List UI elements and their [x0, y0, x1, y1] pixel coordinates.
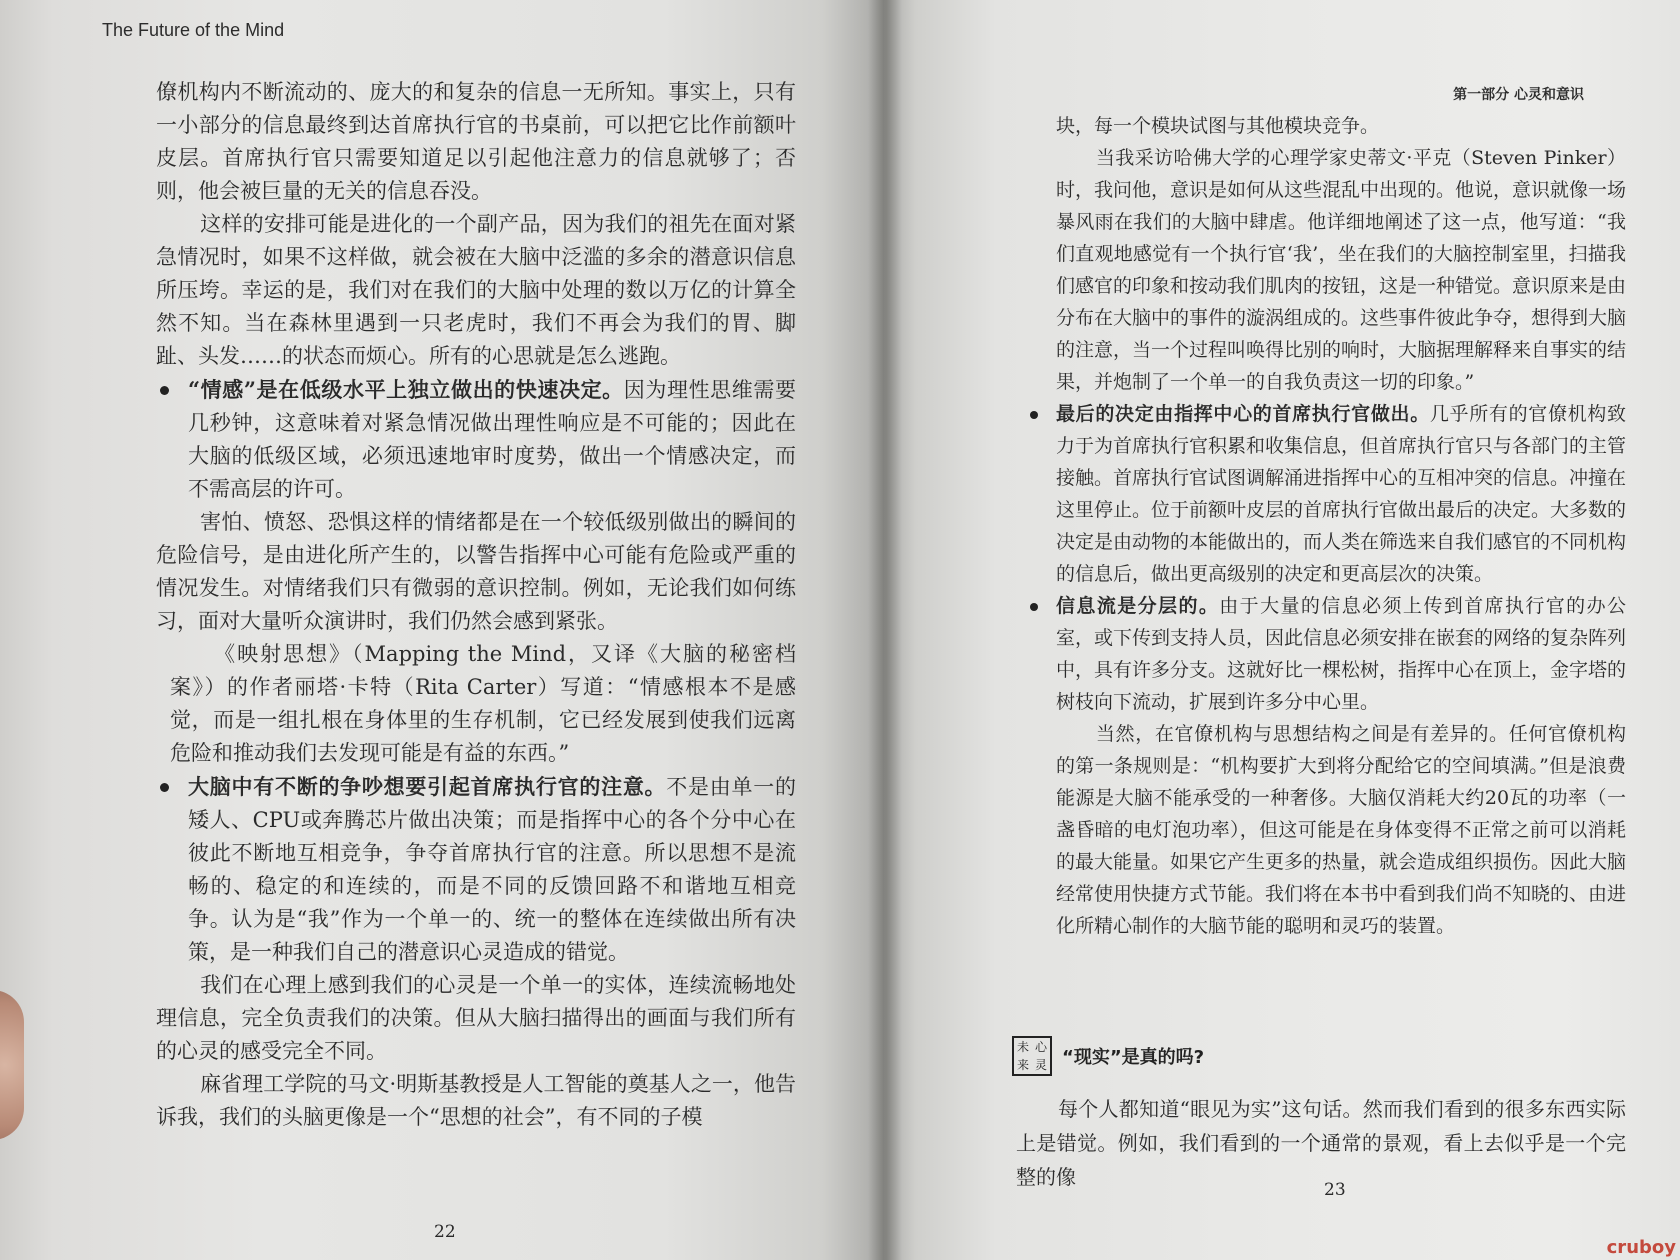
bullet-icon: [1030, 411, 1038, 419]
bullet-icon: [160, 386, 169, 395]
section-body: [1016, 1092, 1626, 1194]
book-gutter: [868, 0, 902, 1260]
paragraph: 当我采访哈佛大学的心理学家史蒂文·平克（Steven Pinker）时，我问他，意识是如何从这些混乱中出现的。他说，意识就像一场暴风雨在我们的大脑中肆虐。他详细地阐述了这一点，他写道：“我们直观地感觉有一个执行官‘我’，坐在我们的大脑控制室里，扫描我们感官的印象和按动我们肌肉的按钮，这是一种错觉。意识原来是由分布在大脑中的事件的漩涡组成的。这些事件彼此争夺，想得到大脑的注意，当一个过程叫唤得比别的响时，大脑据理解释来自事实的结果，并炮制了一个单一的自我负责这一切的印象。”: [1056, 147, 1627, 393]
section-title: “现实”是真的吗?: [1062, 1047, 1205, 1068]
thumb: [0, 990, 24, 1140]
right-body: [1056, 110, 1626, 942]
seal-char: 心: [1034, 1040, 1047, 1054]
running-head-right: 第一部分 心灵和意识: [1453, 87, 1584, 103]
seal-char: 未: [1016, 1040, 1029, 1054]
running-head-left: The Future of the Mind: [102, 20, 285, 40]
bullet-item: [1046, 590, 1626, 718]
paragraph: 这样的安排可能是进化的一个副产品，因为我们的祖先在面对紧急情况时，如果不这样做，就会被在大脑中泛滥的多余的潜意识信息所压垮。幸运的是，我们对在我们的大脑中处理的数以万亿的计算全然不知。当在森林里遇到一只老虎时，我们不再会为我们的胃、脚趾、头发……的状态而烦心。所有的心思就是怎么逃跑。: [156, 212, 796, 368]
quote-paragraph: 《映射思想》（Mapping the Mind，又译《大脑的秘密档案》）的作者丽塔·卡特（Rita Carter）写道：“情感根本不是感觉，而是一组扎根在身体里的生存机制，它已经发展到使我们远离危险和推动我们去发现可能是有益的东西。”: [170, 642, 796, 765]
paragraph: 块，每一个模块试图与其他模块竞争。: [1056, 115, 1380, 137]
bullet-icon: [160, 783, 169, 792]
bullet-lead: “情感”是在低级水平上独立做出的快速决定。: [188, 377, 624, 402]
paragraph: 当然，在官僚机构与思想结构之间是有差异的。任何官僚机构的第一条规则是：“机构要扩大到将分配给它的空间填满。”但是浪费能源是大脑不能承受的一种奢侈。大脑仅消耗大约20瓦的功率（一盏昏暗的电灯泡功率），但这可能是在身体变得不正常之前可以消耗的最大能量。如果它产生更多的热量，就会造成组织损伤。因此大脑经常使用快捷方式节能。我们将在本书中看到我们尚不知晓的、由进化所精心制作的大脑节能的聪明和灵巧的装置。: [1056, 723, 1627, 937]
bullet-icon: [1030, 603, 1038, 611]
bullet-text: 因为理性思维需要几秒钟，这意味着对紧急情况做出理性响应是不可能的；因此在大脑的低级区域，必须迅速地审时度势，做出一个情感决定，而不需高层的许可。: [188, 378, 796, 501]
paragraph: 我们在心理上感到我们的心灵是一个单一的实体，连续流畅地处理信息，完全负责我们的决策。但从大脑扫描得出的画面与我们所有的心灵的感受完全不同。: [156, 973, 796, 1063]
seal-char: 来: [1016, 1058, 1029, 1072]
bullet-lead: 最后的决定由指挥中心的首席执行官做出。: [1056, 403, 1430, 425]
bullet-lead: 信息流是分层的。: [1056, 595, 1220, 617]
seal-char: 灵: [1034, 1058, 1047, 1072]
bullet-lead: 大脑中有不断的争吵想要引起首席执行官的注意。: [188, 774, 667, 799]
page-number-right: 23: [1324, 1180, 1346, 1200]
page-number-left: 22: [434, 1222, 456, 1242]
paragraph: 害怕、愤怒、恐惧这样的情绪都是在一个较低级别做出的瞬间的危险信号，是由进化所产生的，以警告指挥中心可能有危险或严重的情况发生。对情绪我们只有微弱的意识控制。例如，无论我们如何练习，面对大量听众演讲时，我们仍然会感到紧张。: [156, 510, 796, 633]
bullet-item: [1046, 398, 1626, 590]
seal-logo: [1012, 1036, 1052, 1076]
section-heading: [1012, 1036, 1204, 1076]
bullet-text: 由于大量的信息必须上传到首席执行官的办公室，或下传到支持人员，因此信息必须安排在嵌套的网络的复杂阵列中，具有许多分支。这就好比一棵松树，指挥中心在顶上，金字塔的树枝向下流动，扩展到许多分中心里。: [1056, 595, 1627, 713]
bullet-text: 几乎所有的官僚机构致力于为首席执行官积累和收集信息，但首席执行官只与各部门的主管接触。首席执行官试图调解涌进指挥中心的互相冲突的信息。冲撞在这里停止。位于前额叶皮层的首席执行官做出最后的决定。大多数的决定是由动物的本能做出的，而人类在筛选来自我们感官的不同机构的信息后，做出更高级别的决定和更高层次的决策。: [1056, 403, 1627, 585]
paragraph: 僚机构内不断流动的、庞大的和复杂的信息一无所知。事实上，只有一小部分的信息最终到达首席执行官的书桌前，可以把它比作前额叶皮层。首席执行官只需要知道足以引起他注意力的信息就够了；否则，他会被巨量的无关的信息吞没。: [156, 80, 796, 203]
paragraph: 每个人都知道“眼见为实”这句话。然而我们看到的很多东西实际上是错觉。例如，我们看到的一个通常的景观，看上去似乎是一个完整的像: [1016, 1097, 1626, 1189]
bullet-item: [156, 770, 796, 969]
bullet-item: [156, 373, 796, 506]
bullet-text: 不是由单一的矮人、CPU或奔腾芯片做出决策；而是指挥中心的各个分中心在彼此不断地互相竞争，争夺首席执行官的注意。所以思想不是流畅的、稳定的和连续的，而是不同的反馈回路不和谐地互相竞争。认为是“我”作为一个单一的、统一的整体在连续做出所有决策，是一种我们自己的潜意识心灵造成的错觉。: [188, 775, 797, 964]
paragraph: 麻省理工学院的马文·明斯基教授是人工智能的奠基人之一，他告诉我，我们的头脑更像是一个“思想的社会”，有不同的子模: [156, 1072, 796, 1129]
watermark: cruboy: [1606, 1237, 1676, 1258]
left-body: [156, 76, 796, 1134]
